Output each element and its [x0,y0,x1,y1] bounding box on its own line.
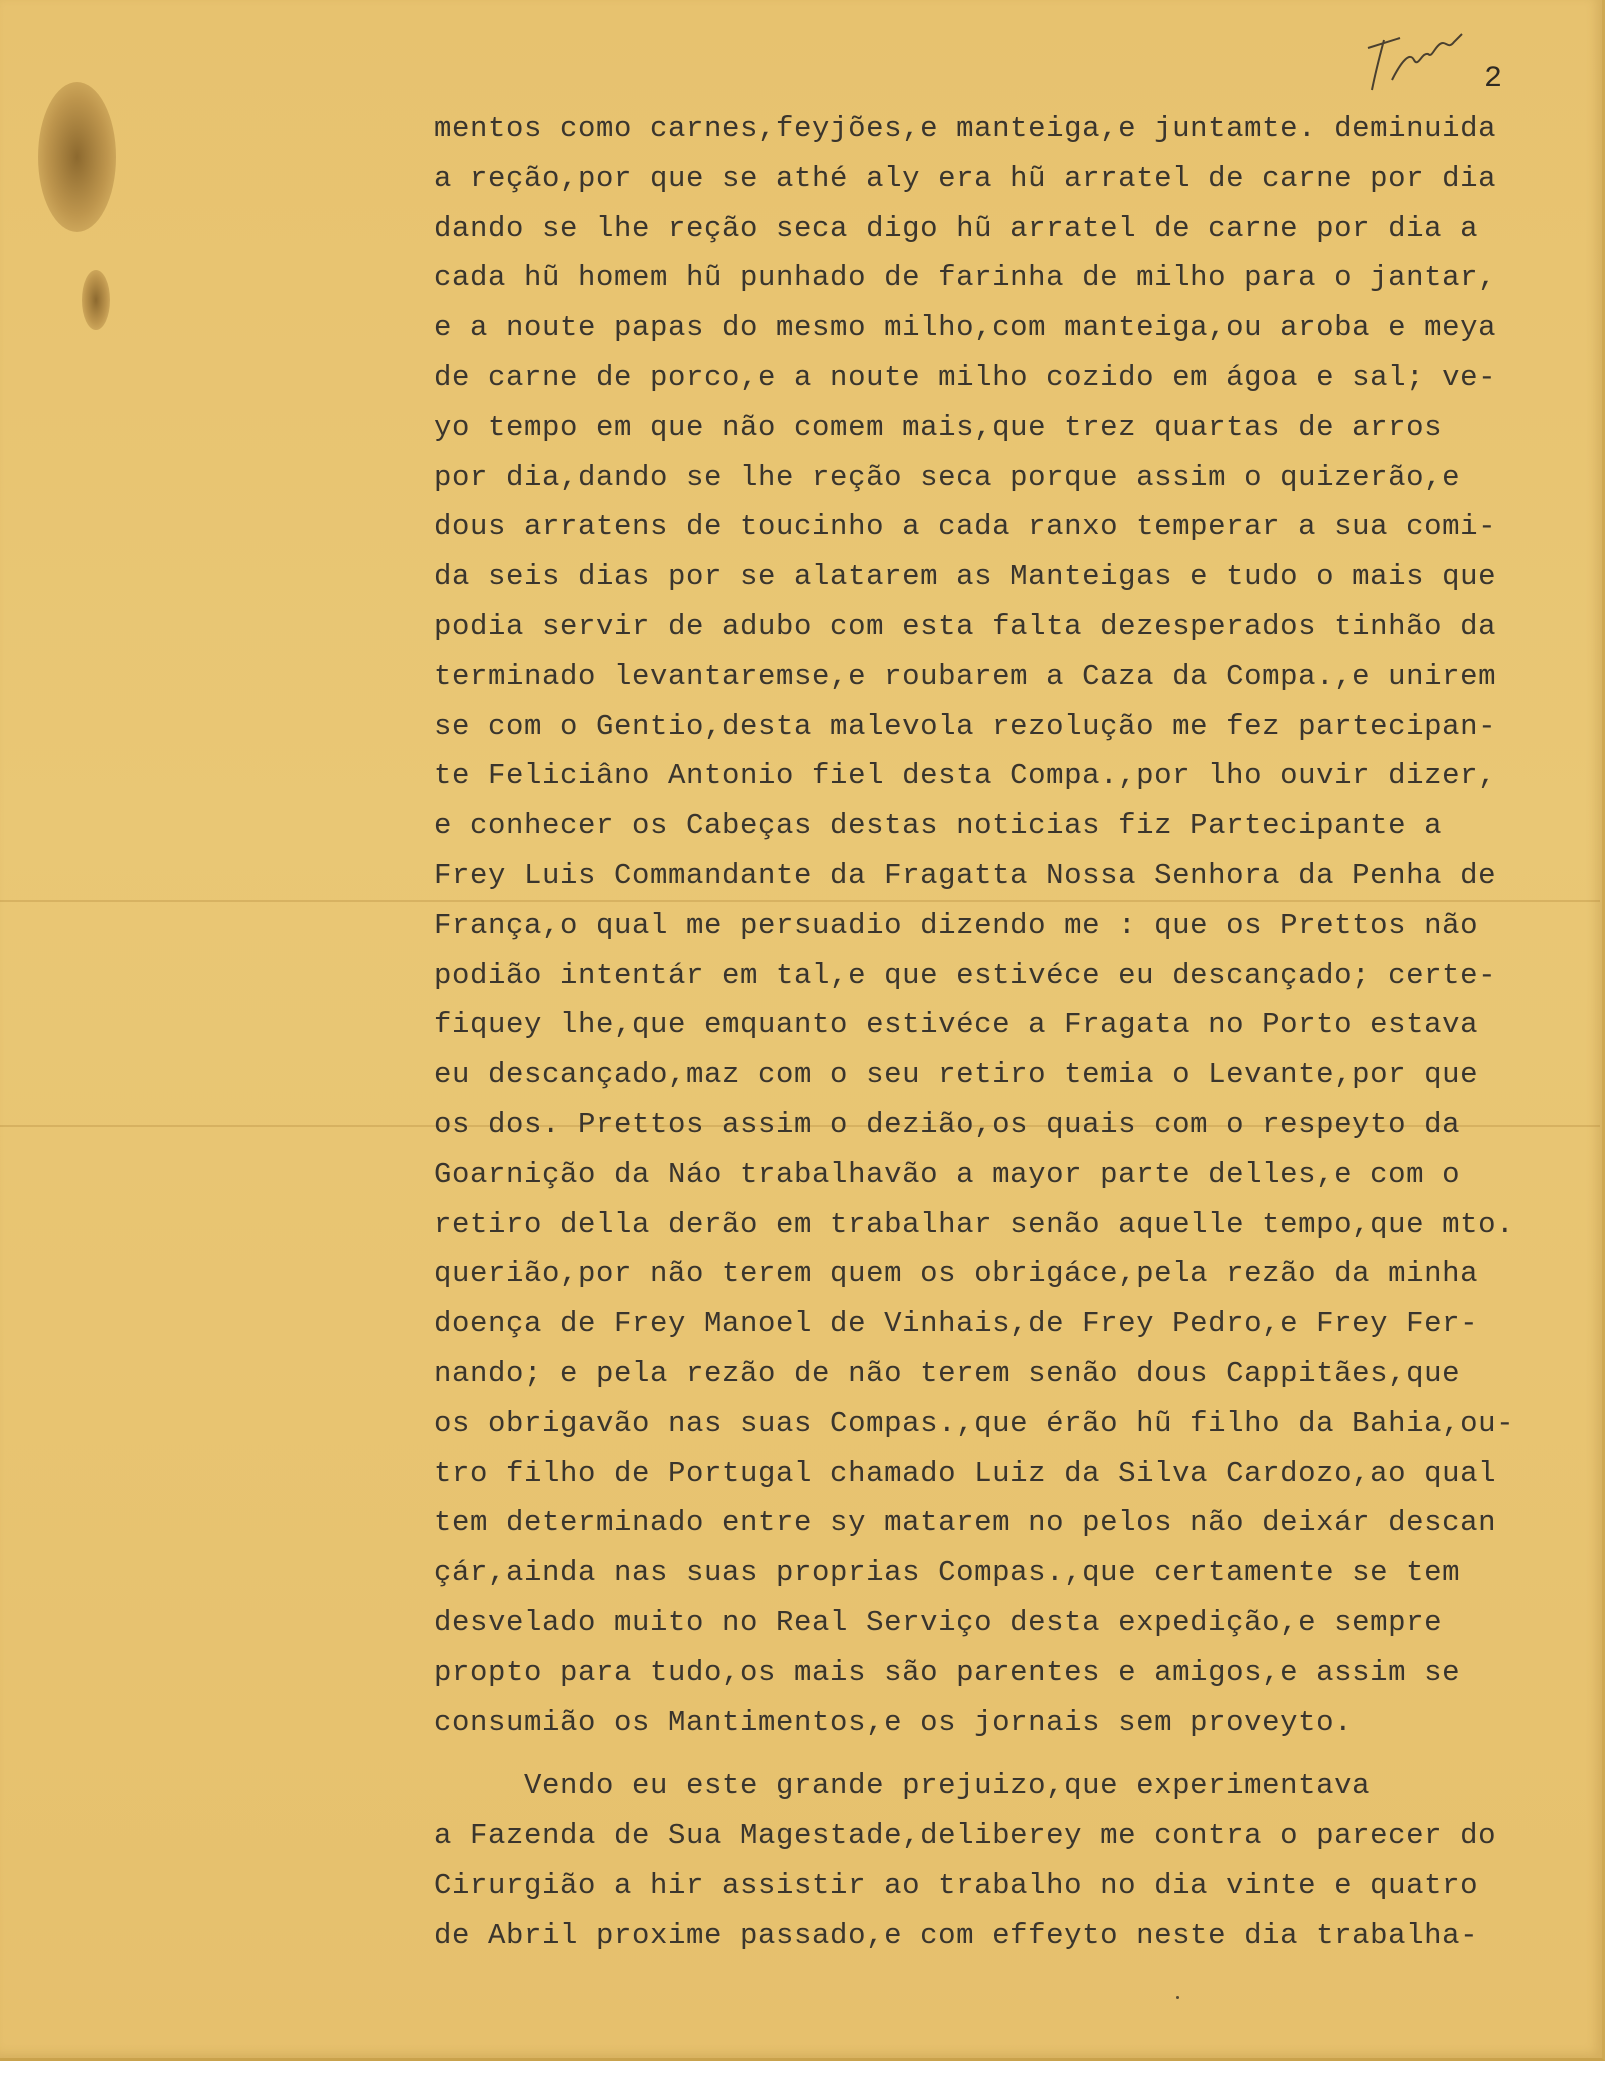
text-line: querião,por não terem quem os obrigáce,pela rezão da minha [434,1257,1479,1291]
text-line: Frey Luis Commandante da Fragatta Nossa Senhora da Penha de [434,858,1497,892]
paragraph [434,104,1602,1747]
typed-letter-body [434,104,1602,1960]
text-line: se com o Gentio,desta malevola rezolução me fez partecipan- [434,709,1497,743]
text-line: a reção,por que se athé aly era hũ arratel de carne por dia [434,161,1497,195]
text-line: Cirurgião a hir assistir ao trabalho no dia vinte e quatro [434,1868,1479,1902]
text-line: tem determinado entre sy matarem no pelos não deixár descan [434,1506,1497,1540]
text-line: retiro della derão em trabalhar senão aquelle tempo,que mto. [434,1207,1515,1241]
paragraph [434,1761,1602,1960]
text-line: desvelado muito no Real Serviço desta expedição,e sempre [434,1605,1443,1639]
text-line: da seis dias por se alatarem as Manteigas e tudo o mais que [434,560,1497,594]
text-line: dous arratens de toucinho a cada ranxo temperar a sua comi- [434,510,1497,544]
handwritten-signature [1362,30,1472,100]
text-line: de Abril proxime passado,e com effeyto neste dia trabalha- [434,1918,1479,1952]
text-line: os obrigavão nas suas Compas.,que érão hũ filho da Bahia,ou- [434,1406,1515,1440]
text-line: tro filho de Portugal chamado Luiz da Silva Cardozo,ao qual [434,1456,1497,1490]
text-line: fiquey lhe,que emquanto estivéce a Fragata no Porto estava [434,1008,1479,1042]
text-line: e a noute papas do mesmo milho,com manteiga,ou aroba e meya [434,311,1497,345]
text-line: cada hũ homem hũ punhado de farinha de milho para o jantar, [434,261,1497,295]
text-line: nando; e pela rezão de não terem senão dous Cappitães,que [434,1356,1461,1390]
text-line: os dos. Prettos assim o dezião,os quais com o respeyto da [434,1107,1461,1141]
text-line: de carne de porco,e a noute milho cozido em ágoa e sal; ve- [434,360,1497,394]
text-line: podião intentár em tal,e que estivéce eu descançado; certe- [434,958,1497,992]
text-line: terminado levantaremse,e roubarem a Caza da Compa.,e unirem [434,659,1497,693]
text-line: e conhecer os Cabeças destas noticias fiz Partecipante a [434,809,1443,843]
text-line: mentos como carnes,feyjões,e manteiga,e juntamte. deminuida [434,112,1497,145]
text-line: doença de Frey Manoel de Vinhais,de Frey Pedro,e Frey Fer- [434,1307,1479,1341]
text-line: por dia,dando se lhe reção seca porque assim o quizerão,e [434,460,1461,494]
water-stain-small [82,270,110,330]
text-line: Goarnição da Náo trabalhavão a mayor parte delles,e com o [434,1157,1461,1191]
ink-speck [1176,1996,1179,1999]
water-stain [38,82,116,232]
page-number: 2 [1484,62,1503,96]
text-line: Vendo eu este grande prejuizo,que experimentava [434,1769,1371,1803]
text-line: consumião os Mantimentos,e os jornais sem proveyto. [434,1705,1353,1739]
text-line: podia servir de adubo com esta falta dezesperados tinhão da [434,609,1497,643]
text-line: dando se lhe reção seca digo hũ arratel de carne por dia a [434,211,1479,245]
text-line: te Feliciâno Antonio fiel desta Compa.,por lho ouvir dizer, [434,759,1497,793]
text-line: França,o qual me persuadio dizendo me : que os Prettos não [434,908,1479,942]
text-line: eu descançado,maz com o seu retiro temia o Levante,por que [434,1058,1479,1092]
text-line: yo tempo em que não comem mais,que trez quartas de arros [434,410,1443,444]
text-line: çár,ainda nas suas proprias Compas.,que certamente se tem [434,1556,1461,1590]
text-line: propto para tudo,os mais são parentes e amigos,e assim se [434,1655,1461,1689]
text-line: a Fazenda de Sua Magestade,deliberey me contra o parecer do [434,1819,1497,1853]
